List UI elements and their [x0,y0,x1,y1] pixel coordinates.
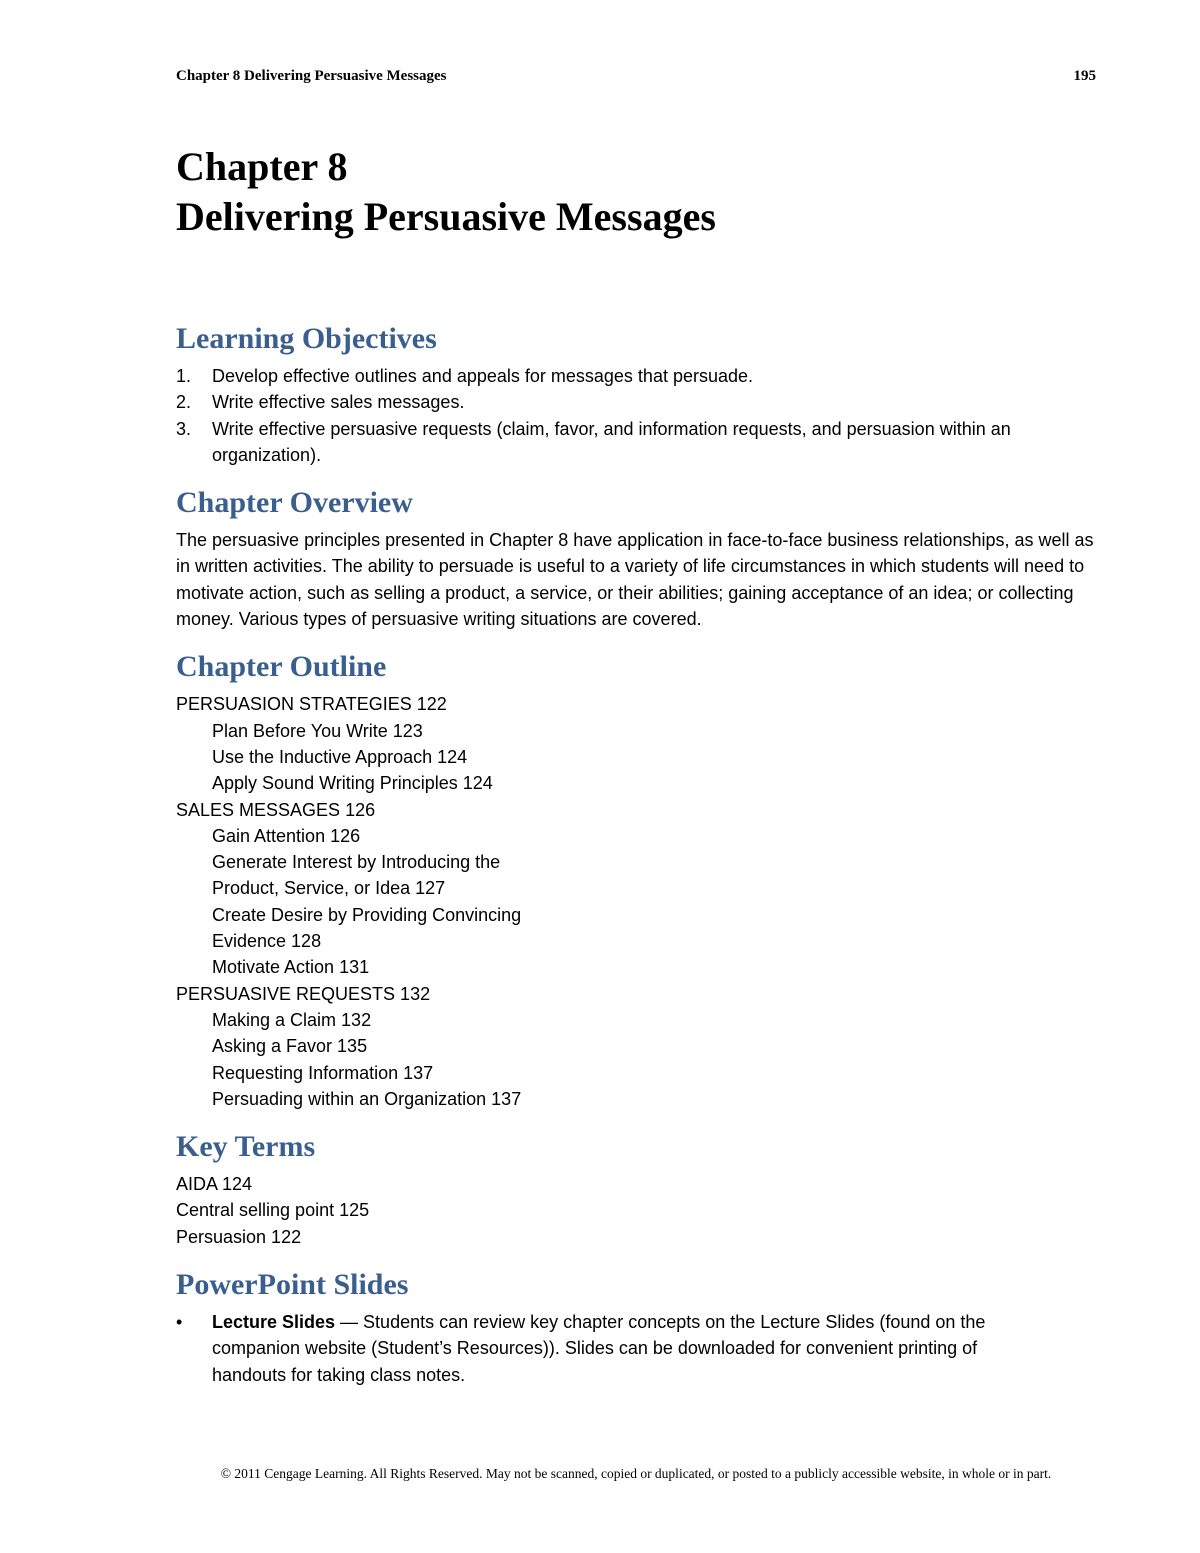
outline-subsection: Create Desire by Providing Convincing [212,904,522,925]
copyright-footer: © 2011 Cengage Learning. All Rights Reserved. May not be scanned, copied or duplicated, or posted to a publicly accessible website, in whole or in part. [220,1466,1052,1481]
page-number: 195 [1073,68,1096,84]
outline-subsection: Making a Claim 132 [212,1009,372,1030]
outline-subsection: Gain Attention 126 [212,825,361,846]
key-terms-list [176,1171,1096,1250]
running-header-title: Chapter 8 Delivering Persuasive Messages [176,68,447,84]
chapter-outline-heading: Chapter Outline [176,650,387,684]
chapter-overview-text: The persuasive principles presented in Chapter 8 have application in face-to-face business relationships, as well as in written activities. The ability to persuade is useful to a variety of life circumstances in which students will need to motivate action, such as selling a product, a service, or their abilities; gaining acceptance of an idea; or collecting money. Various types of persuasive writing situations are covered. [176,530,1094,630]
outline-subsection: Use the Inductive Approach 124 [212,746,468,767]
outline-section: PERSUASION STRATEGIES 122 [176,694,447,715]
lecture-slides-item [176,1309,1096,1388]
outline-subsection: Requesting Information 137 [212,1062,434,1083]
lecture-slides-label: Lecture Slides [212,1312,336,1333]
outline-subsection: Motivate Action 131 [212,957,370,978]
outline-subsection: Product, Service, or Idea 127 [212,878,446,899]
outline-section: SALES MESSAGES 126 [176,799,376,820]
learning-objectives-heading: Learning Objectives [176,322,437,355]
key-terms-heading: Key Terms [176,1130,316,1164]
learning-objectives-list [176,363,1096,468]
key-term: AIDA 124 [176,1174,253,1195]
lecture-slides-text: — Students can review key chapter concepts on the Lecture Slides (found on the companion website (Student’s Resources)). Slides can be downloaded for convenient printing of handouts for taking class notes. [212,1312,986,1385]
outline-subsection: Asking a Favor 135 [212,1036,368,1057]
running-header [176,68,1096,92]
outline-subsection: Apply Sound Writing Principles 124 [212,773,493,794]
powerpoint-slides-list [176,1309,1096,1388]
objective-item: 2. Write effective sales messages. [176,392,465,413]
chapter-outline-list [176,691,1096,1112]
bullet-icon: • [176,1312,183,1333]
objective-item: 1. Develop effective outlines and appeals for messages that persuade. [176,366,754,386]
key-term: Persuasion 122 [176,1226,302,1247]
chapter-name: Delivering Persuasive Messages [176,194,716,239]
chapter-title [176,142,1096,242]
key-term: Central selling point 125 [176,1200,370,1221]
chapter-overview-heading: Chapter Overview [176,486,413,520]
chapter-number: Chapter 8 [176,144,348,189]
page-content [176,142,1096,1388]
outline-subsection: Evidence 128 [212,931,322,952]
objective-item: 3. Write effective persuasive requests (claim, favor, and information requests, and persuasion within an organization). [176,418,1011,465]
powerpoint-slides-heading: PowerPoint Slides [176,1268,409,1302]
outline-section: PERSUASIVE REQUESTS 132 [176,983,431,1004]
outline-subsection: Generate Interest by Introducing the [212,852,501,873]
outline-subsection: Plan Before You Write 123 [212,720,423,741]
outline-subsection: Persuading within an Organization 137 [212,1088,522,1109]
